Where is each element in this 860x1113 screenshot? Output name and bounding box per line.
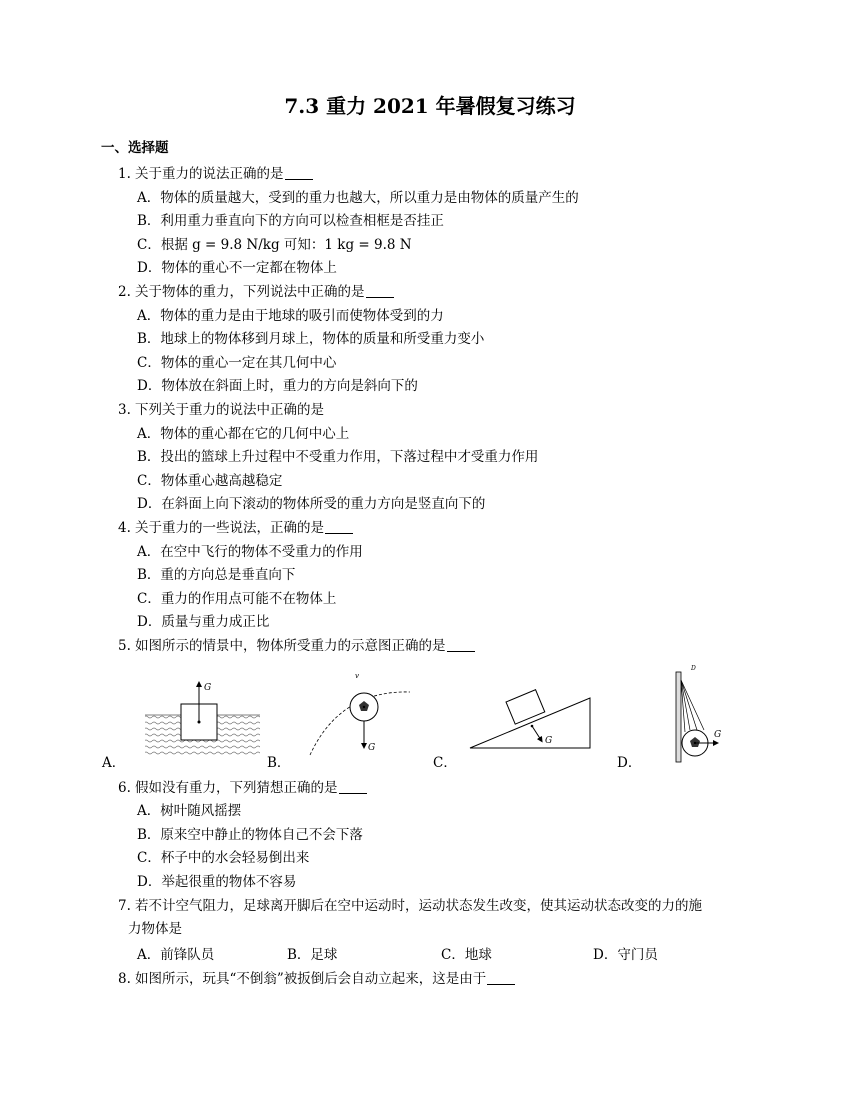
question-number: 6.	[118, 780, 131, 796]
question-stem: 若不计空气阻力，足球离开脚后在空中运动时，运动状态发生改变，使其运动状态改变的力的施	[135, 898, 702, 914]
option-d: D．质量与重力成正比	[137, 614, 270, 630]
question-8	[118, 970, 515, 988]
question-number: 7.	[118, 898, 131, 914]
figure-label-c: C．	[433, 755, 457, 771]
question-stem-continued: 力物体是	[128, 921, 182, 937]
force-label-g: G	[204, 683, 212, 693]
option-d: D．守门员	[593, 947, 658, 963]
force-label-g: G	[714, 730, 722, 740]
answer-blank	[366, 284, 394, 298]
option-c: C．根据 g = 9.8 N/kg 可知：1 kg = 9.8 N	[137, 237, 412, 253]
answer-blank	[285, 166, 313, 180]
option-a: A．物体的质量越大，受到的重力也越大，所以重力是由物体的质量产生的	[137, 190, 579, 206]
answer-blank	[339, 780, 367, 794]
question-number: 5.	[118, 638, 131, 654]
figure-a	[145, 683, 260, 757]
option-c: C．重力的作用点可能不在物体上	[137, 591, 337, 607]
option-a: A．前锋队员	[137, 947, 215, 963]
figure-label-b: B．	[267, 755, 291, 771]
option-c: C．杯子中的水会轻易倒出来	[137, 850, 310, 866]
figure-label-a: A．	[102, 755, 126, 771]
option-b: B．投出的篮球上升过程中不受重力作用，下落过程中才受重力作用	[137, 449, 539, 465]
option-b: B．原来空中静止的物体自己不会下落	[137, 827, 363, 843]
section-heading: 一、选择题	[101, 140, 169, 156]
answer-blank	[447, 638, 475, 652]
question-1	[118, 165, 313, 183]
answer-blank	[487, 971, 515, 985]
option-b: B．利用重力垂直向下的方向可以检查相框是否挂正	[137, 213, 444, 229]
figure-c	[470, 690, 590, 748]
option-a: A．物体的重力是由于地球的吸引而使物体受到的力	[137, 308, 444, 324]
option-c: C．物体重心越高越稳定	[137, 473, 283, 489]
question-number: 3.	[118, 402, 131, 418]
question-stem: 假如没有重力，下列猜想正确的是	[135, 780, 338, 796]
option-d: D．物体的重心不一定都在物体上	[137, 260, 337, 276]
question-7	[118, 897, 702, 915]
option-c: C．物体的重心一定在其几何中心	[137, 355, 337, 371]
force-label-g: G	[368, 743, 376, 753]
question-stem: 关于重力的说法正确的是	[135, 166, 284, 182]
option-b: B．重的方向总是垂直向下	[137, 567, 296, 583]
question-6	[118, 779, 367, 797]
figure-mark-d: D	[691, 665, 696, 672]
option-d: D．在斜面上向下滚动的物体所受的重力方向是竖直向下的	[137, 496, 486, 512]
question-5-figures	[0, 660, 860, 770]
question-2	[118, 283, 394, 301]
page-title: 7.3 重力 2021 年暑假复习练习	[284, 94, 576, 118]
force-label-g: G	[545, 736, 553, 746]
question-4	[118, 519, 353, 537]
question-number: 8.	[118, 971, 131, 987]
figure-d	[676, 665, 721, 762]
question-stem: 关于物体的重力，下列说法中正确的是	[135, 284, 365, 300]
question-stem: 如图所示的情景中，物体所受重力的示意图正确的是	[135, 638, 446, 654]
figure-label-d: D．	[617, 755, 642, 771]
figure-b	[310, 672, 410, 755]
question-3	[118, 401, 324, 419]
question-stem: 关于重力的一些说法，正确的是	[135, 520, 324, 536]
option-b: B．地球上的物体移到月球上，物体的质量和所受重力变小	[137, 331, 485, 347]
option-b: B．足球	[287, 947, 338, 963]
answer-blank	[325, 520, 353, 534]
question-stem: 如图所示，玩具“不倒翁”被扳倒后会自动立起来，这是由于	[135, 971, 487, 987]
question-number: 4.	[118, 520, 131, 536]
option-d: D．举起很重的物体不容易	[137, 874, 297, 890]
option-a: A．物体的重心都在它的几何中心上	[137, 426, 350, 442]
question-number: 1.	[118, 166, 131, 182]
option-a: A．树叶随风摇摆	[137, 803, 242, 819]
question-number: 2.	[118, 284, 131, 300]
option-d: D．物体放在斜面上时，重力的方向是斜向下的	[137, 378, 418, 394]
question-stem: 下列关于重力的说法中正确的是	[135, 402, 324, 418]
option-c: C．地球	[441, 947, 492, 963]
velocity-label-v: v	[355, 672, 359, 680]
question-5	[118, 637, 475, 655]
option-a: A．在空中飞行的物体不受重力的作用	[137, 544, 363, 560]
